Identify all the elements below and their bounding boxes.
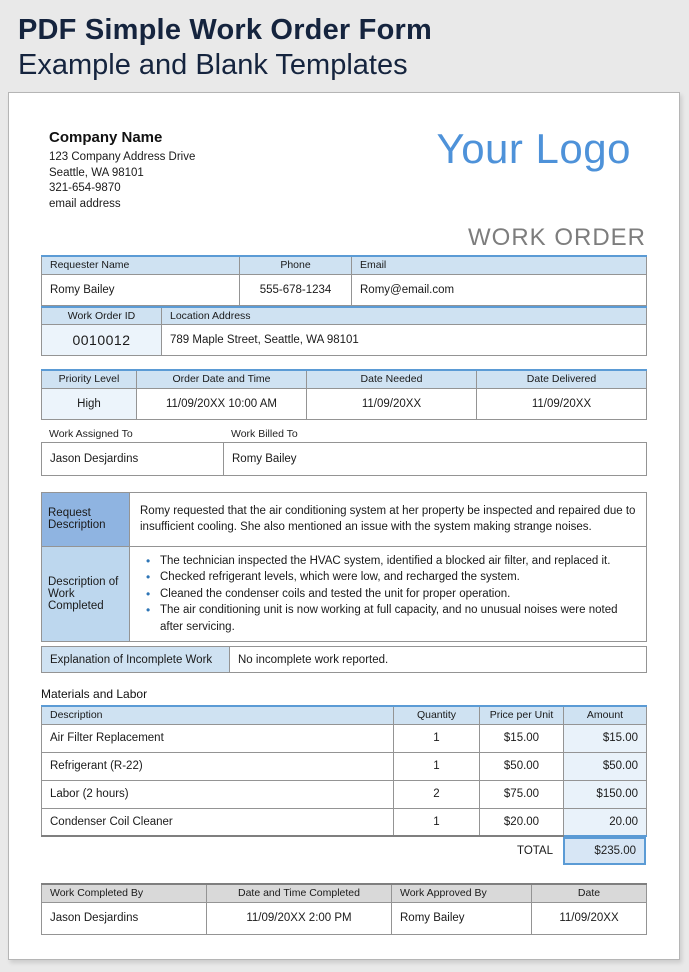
order-id-table — [41, 306, 647, 357]
datetime-completed-value: 11/09/20XX 2:00 PM — [207, 902, 392, 934]
work-order-id-header: Work Order ID — [42, 307, 162, 325]
phone-header: Phone — [240, 256, 352, 274]
work-completed-by-value: Jason Desjardins — [42, 902, 207, 934]
table-row — [42, 902, 647, 934]
item-description: Refrigerant (R-22) — [42, 752, 394, 780]
requester-table — [41, 255, 647, 306]
work-completed-bullet: • The air conditioning unit is now working at full capacity, and no unusual noises were noted after servicing. — [144, 602, 634, 635]
request-description-row — [42, 492, 647, 546]
company-name: Company Name — [49, 129, 163, 146]
company-address-line1: 123 Company Address Drive — [49, 151, 196, 163]
date-header: Date — [532, 884, 647, 902]
company-address-line2: Seattle, WA 98101 — [49, 166, 144, 179]
table-header-row — [42, 256, 647, 274]
total-amount: $235.00 — [563, 837, 646, 865]
table-row — [42, 752, 647, 780]
table-header-row — [42, 370, 647, 388]
requester-name-value: Romy Bailey — [42, 274, 240, 305]
item-quantity: 1 — [394, 752, 480, 780]
item-quantity: 1 — [394, 808, 480, 836]
incomplete-work-label: Explanation of Incomplete Work — [42, 647, 230, 673]
work-billed-to-value: Romy Bailey — [224, 442, 647, 475]
signoff-table — [41, 883, 647, 935]
quantity-header: Quantity — [394, 706, 480, 724]
email-value: Romy@email.com — [352, 274, 647, 305]
description-table — [41, 492, 647, 643]
table-row — [42, 274, 647, 305]
table-row — [42, 724, 647, 752]
work-billed-to-label: Work Billed To — [231, 427, 298, 440]
work-completed-row — [42, 546, 647, 642]
assignment-table — [41, 442, 647, 476]
date-delivered-header: Date Delivered — [477, 370, 647, 388]
work-completed-bullet: • Cleaned the condenser coils and tested the unit for proper operation. — [144, 586, 634, 603]
table-row — [42, 388, 647, 419]
table-header-row — [42, 706, 647, 724]
work-approved-by-header: Work Approved By — [392, 884, 532, 902]
page-header — [0, 0, 689, 83]
item-price: $75.00 — [480, 780, 564, 808]
item-amount: 20.00 — [564, 808, 647, 836]
table-row — [42, 442, 647, 475]
item-amount: $150.00 — [564, 780, 647, 808]
table-row — [42, 808, 647, 836]
requester-name-header: Requester Name — [42, 256, 240, 274]
table-row — [42, 647, 647, 673]
amount-header: Amount — [564, 706, 647, 724]
item-price: $15.00 — [480, 724, 564, 752]
location-address-value: 789 Maple Street, Seattle, WA 98101 — [162, 325, 647, 356]
date-needed-value: 11/09/20XX — [307, 388, 477, 419]
description-header: Description — [42, 706, 394, 724]
work-assigned-to-label: Work Assigned To — [49, 427, 133, 440]
item-description: Condenser Coil Cleaner — [42, 808, 394, 836]
company-phone: 321-654-9870 — [49, 182, 121, 194]
datetime-completed-header: Date and Time Completed — [207, 884, 392, 902]
priority-level-value: High — [42, 388, 137, 419]
order-datetime-header: Order Date and Time — [137, 370, 307, 388]
order-datetime-value: 11/09/20XX 10:00 AM — [137, 388, 307, 419]
request-description-label: Request Description — [42, 492, 130, 546]
item-price: $50.00 — [480, 752, 564, 780]
item-quantity: 1 — [394, 724, 480, 752]
page-subtitle: Example and Blank Templates — [18, 49, 408, 81]
item-price: $20.00 — [480, 808, 564, 836]
total-label: TOTAL — [517, 845, 553, 857]
total-row — [41, 837, 646, 865]
materials-section-title: Materials and Labor — [41, 687, 148, 701]
date-delivered-value: 11/09/20XX — [477, 388, 647, 419]
work-approved-by-value: Romy Bailey — [392, 902, 532, 934]
work-completed-by-header: Work Completed By — [42, 884, 207, 902]
page-title: PDF Simple Work Order Form — [18, 14, 432, 46]
work-completed-bullet: • The technician inspected the HVAC system, identified a blocked air filter, and replaced it. — [144, 553, 634, 570]
incomplete-work-table — [41, 646, 647, 673]
phone-value: 555-678-1234 — [240, 274, 352, 305]
materials-table — [41, 705, 647, 837]
item-description: Labor (2 hours) — [42, 780, 394, 808]
item-amount: $15.00 — [564, 724, 647, 752]
table-header-row — [42, 307, 647, 325]
date-value: 11/09/20XX — [532, 902, 647, 934]
date-needed-header: Date Needed — [307, 370, 477, 388]
assignment-labels — [41, 427, 646, 442]
company-logo-placeholder: Your Logo — [436, 125, 631, 172]
table-header-row — [42, 884, 647, 902]
item-amount: $50.00 — [564, 752, 647, 780]
incomplete-work-text: No incomplete work reported. — [230, 647, 647, 673]
company-email: email address — [49, 197, 121, 210]
work-assigned-to-value: Jason Desjardins — [42, 442, 224, 475]
table-row — [42, 325, 647, 356]
work-completed-bullet: • Checked refrigerant levels, which were low, and recharged the system. — [144, 569, 634, 586]
form-title: WORK ORDER — [468, 224, 646, 251]
work-completed-label: Description of Work Completed — [42, 546, 130, 642]
work-order-id-value: 0010012 — [42, 325, 162, 356]
request-description-text: Romy requested that the air conditioning system at her property be inspected and repaired due to insufficient cooling. She also mentioned an issue with the system making strange noises. — [130, 492, 647, 546]
work-completed-bullets — [130, 546, 647, 642]
location-address-header: Location Address — [162, 307, 647, 325]
schedule-table — [41, 369, 647, 420]
price-per-unit-header: Price per Unit — [480, 706, 564, 724]
item-description: Air Filter Replacement — [42, 724, 394, 752]
work-order-document — [8, 92, 680, 960]
item-quantity: 2 — [394, 780, 480, 808]
table-row — [42, 780, 647, 808]
priority-level-header: Priority Level — [42, 370, 137, 388]
email-header: Email — [352, 256, 647, 274]
